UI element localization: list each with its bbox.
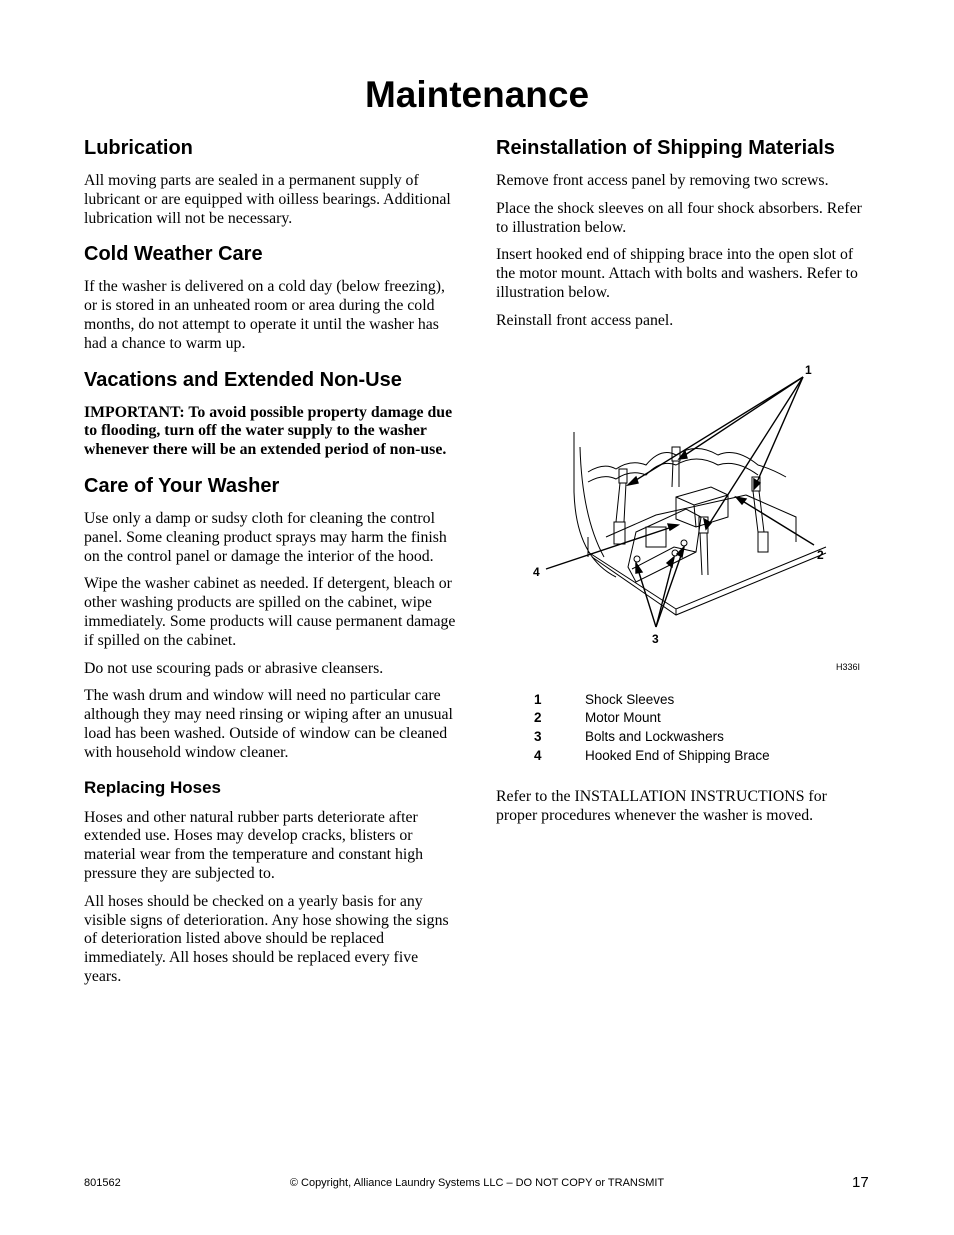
legend-row [534, 728, 872, 747]
reinstall-step-4: Reinstall front access panel. [496, 311, 674, 329]
reinstall-step-3: Insert hooked end of shipping brace into the open slot of the motor mount. Attach with bolts and washers. Refer to illustration below. [496, 246, 858, 301]
hoses-text-2: All hoses should be checked on a yearly basis for any visible signs of deterioration. Any hose showing the signs of deterioration listed above should be replaced immediately. All hoses should be replaced every five years. [84, 892, 449, 985]
right-column [496, 136, 872, 834]
shipping-materials-illustration [496, 347, 872, 687]
figure-legend [534, 691, 872, 766]
care-text-2: Wipe the washer cabinet as needed. If detergent, bleach or other washing products are spilled on the cabinet, wipe immediately. Some products will cause permanent damage if spilled on the cabinet. [84, 575, 456, 649]
legend-label: Hooked End of Shipping Brace [585, 747, 770, 763]
legend-row [534, 691, 872, 710]
callout-1: 1 [805, 362, 812, 377]
legend-label: Bolts and Lockwashers [585, 729, 724, 745]
copyright-notice: © Copyright, Alliance Laundry Systems LLC – DO NOT COPY or TRANSMIT [289, 1177, 665, 1189]
care-text-1: Use only a damp or sudsy cloth for cleaning the control panel. Some cleaning product sprays may harm the finish on the control panel or damage the interior of the hood. [84, 509, 447, 565]
legend-label: Motor Mount [585, 710, 661, 726]
callout-2: 2 [817, 547, 824, 562]
care-text-4: The wash drum and window will need no particular care although they may need rinsing or wiping after an unusual load has been washed. Outside of window can be cleaned with household window cleaner. [84, 687, 453, 761]
care-text-3: Do not use scouring pads or abrasive cleansers. [84, 659, 384, 677]
reinstallation-heading: Reinstallation of Shipping Materials [496, 137, 835, 159]
legend-label: Shock Sleeves [585, 691, 675, 707]
legend-number: 4 [534, 747, 542, 763]
replacing-hoses-heading: Replacing Hoses [84, 777, 221, 797]
washer-base-drawing [496, 347, 872, 687]
cold-weather-text: If the washer is delivered on a cold day (below freezing), or is stored in an unheated room or area during the cold months, do not attempt to operate it until the washer has had a chance to warm up. [84, 278, 445, 352]
lubrication-heading: Lubrication [84, 137, 193, 159]
lubrication-text: All moving parts are sealed in a permanent supply of lubricant or are equipped with oilless bearings. Additional lubrication will not be necessary. [84, 172, 451, 227]
legend-number: 1 [534, 691, 542, 707]
important-notice: IMPORTANT: To avoid possible property damage due to flooding, turn off the water supply to the washer whenever there will be an extended period of non-use. [84, 403, 453, 459]
legend-number: 2 [534, 710, 542, 726]
installation-reference: Refer to the INSTALLATION INSTRUCTIONS for proper procedures whenever the washer is moved. [496, 787, 827, 824]
hoses-text-1: Hoses and other natural rubber parts deteriorate after extended use. Hoses may develop cracks, blisters or material wear from the temperature and constant high pressure they are subjected to. [84, 808, 424, 882]
page-title: Maintenance [364, 74, 590, 115]
cold-weather-heading: Cold Weather Care [84, 243, 263, 266]
callout-4: 4 [533, 564, 540, 579]
legend-row [534, 709, 872, 728]
document-number: 801562 [84, 1177, 121, 1189]
page-number: 17 [852, 1174, 869, 1191]
figure-code: H336I [836, 661, 861, 672]
reinstall-step-1: Remove front access panel by removing two screws. [496, 172, 829, 189]
vacations-heading: Vacations and Extended Non-Use [84, 368, 402, 391]
reinstall-step-2: Place the shock sleeves on all four shock absorbers. Refer to illustration below. [496, 199, 862, 236]
legend-number: 3 [534, 729, 542, 745]
callout-3: 3 [652, 631, 659, 646]
left-column [84, 136, 458, 996]
care-heading: Care of Your Washer [84, 474, 280, 497]
legend-row [534, 747, 872, 766]
